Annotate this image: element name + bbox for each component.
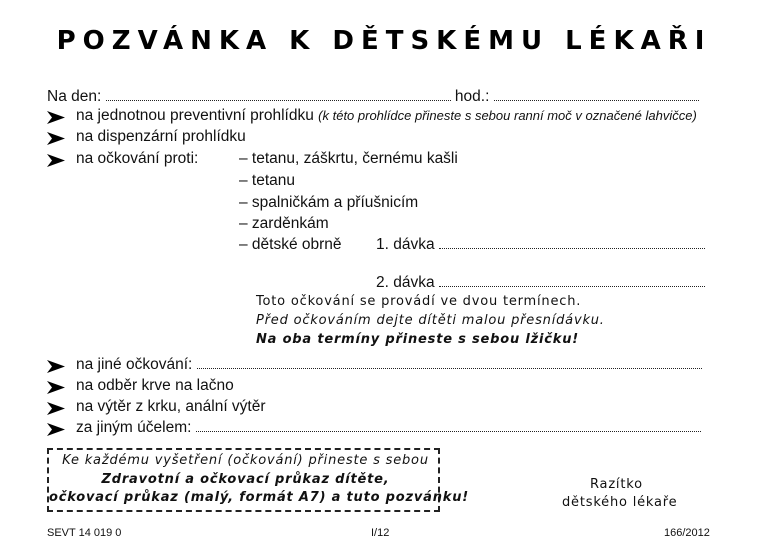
day-line [47,88,699,106]
arrow-bullet-icon [47,423,65,436]
item-dispensary: na dispenzární prohlídku [76,128,246,145]
day-label: Na den: [47,88,102,105]
polio-dose1 [376,236,705,254]
polio-dose1-label: 1. dávka [376,236,435,253]
polio-note-2: Před očkováním dejte dítěti malou přesnídávku. [256,313,605,328]
footer-edition: I/12 [371,527,390,539]
box-line-3: očkovací průkaz (malý, formát A7) a tuto pozvánku! [49,490,470,505]
item-other-purpose [76,419,701,437]
arrow-bullet-icon [47,154,65,167]
polio-dose2-label: 2. dávka [376,274,435,291]
hour-field[interactable] [494,88,699,101]
bring-along-box [47,448,470,512]
polio-dose2-field[interactable] [439,274,705,287]
other-purpose-field[interactable] [196,419,701,432]
footer-code: SEVT 14 019 0 [47,527,122,539]
item-preventive-label: na jednotnou preventivní prohlídku [76,107,314,124]
polio-dose1-field[interactable] [439,236,705,249]
polio-dose2 [376,274,705,292]
item-swab: na výtěr z krku, anální výtěr [76,398,266,415]
box-line-1: Ke každému vyšetření (očkování) přineste s sebou [62,453,429,468]
item-vaccination: na očkování proti: [76,150,199,167]
item-other-vaccination [76,356,702,374]
other-vaccination-field[interactable] [197,356,702,369]
page-title: POZVÁNKA K DĚTSKÉMU LÉKAŘI [56,26,712,56]
polio-note-3: Na oba termíny přineste s sebou lžičku! [256,332,580,347]
stamp-line-1: Razítko [590,477,643,492]
polio-note-1: Toto očkování se provádí ve dvou termínech. [256,294,582,309]
arrow-bullet-icon [47,132,65,145]
arrow-bullet-icon [47,360,65,373]
item-other-vaccination-label: na jiné očkování: [76,356,193,373]
item-other-purpose-label: za jiným účelem: [76,419,192,436]
arrow-bullet-icon [47,402,65,415]
vaccine-item: – dětské obrně [239,236,342,253]
arrow-bullet-icon [47,111,65,124]
arrow-bullet-icon [47,381,65,394]
vaccine-item: – tetanu, záškrtu, černému kašli [239,150,458,167]
footer-number: 166/2012 [664,527,710,539]
hour-label: hod.: [454,88,490,105]
item-preventive-note: (k této prohlídce přineste s sebou ranní moč v označené lahvičce) [318,108,697,123]
item-preventive [76,107,697,125]
vaccine-item: – spalničkám a příušnicím [239,194,419,211]
stamp-line-2: dětského lékaře [562,495,678,510]
item-blood: na odběr krve na lačno [76,377,234,394]
vaccine-item: – tetanu [239,172,296,189]
day-field[interactable] [106,88,451,101]
box-line-2: Zdravotní a očkovací průkaz dítěte, [101,472,390,487]
vaccine-item: – zarděnkám [239,215,329,232]
